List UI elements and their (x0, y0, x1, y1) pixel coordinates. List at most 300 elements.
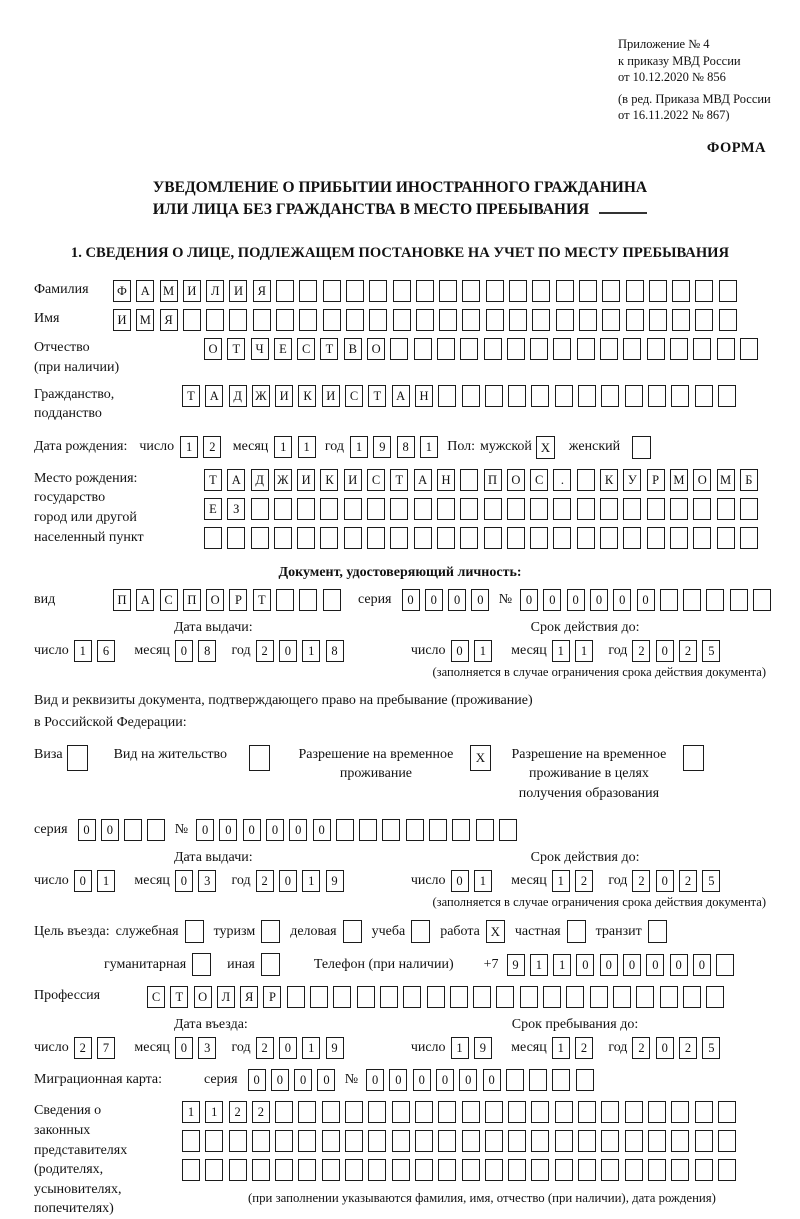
form-cell[interactable] (625, 385, 643, 407)
form-cell[interactable]: 1 (302, 1037, 320, 1059)
form-cell[interactable] (369, 309, 387, 331)
form-cell[interactable]: 0 (590, 589, 608, 611)
form-cell[interactable] (602, 309, 620, 331)
form-cell[interactable]: Т (320, 338, 338, 360)
form-cell[interactable]: В (344, 338, 362, 360)
form-cell[interactable] (555, 385, 573, 407)
form-cell[interactable] (693, 338, 711, 360)
form-cell[interactable] (719, 309, 737, 331)
form-cell[interactable] (499, 819, 517, 841)
form-cell[interactable]: С (345, 385, 363, 407)
form-cell[interactable] (485, 1130, 503, 1152)
form-cell[interactable]: 1 (451, 1037, 469, 1059)
form-cell[interactable]: 0 (656, 1037, 674, 1059)
purpose-other-checkbox[interactable] (261, 953, 280, 976)
form-cell[interactable] (276, 589, 294, 611)
form-cell[interactable]: 1 (552, 1037, 570, 1059)
form-cell[interactable] (415, 1101, 433, 1123)
form-cell[interactable]: С (147, 986, 165, 1008)
form-cell[interactable]: Ж (252, 385, 270, 407)
form-cell[interactable] (484, 338, 502, 360)
form-cell[interactable] (693, 498, 711, 520)
form-cell[interactable] (450, 986, 468, 1008)
form-cell[interactable] (439, 280, 457, 302)
form-cell[interactable] (485, 385, 503, 407)
form-cell[interactable] (566, 986, 584, 1008)
form-cell[interactable] (297, 498, 315, 520)
form-cell[interactable] (579, 309, 597, 331)
form-cell[interactable]: Т (227, 338, 245, 360)
form-cell[interactable]: М (136, 309, 154, 331)
form-cell[interactable] (390, 527, 408, 549)
form-cell[interactable]: 2 (575, 1037, 593, 1059)
form-cell[interactable]: 9 (373, 436, 391, 458)
form-cell[interactable]: П (183, 589, 201, 611)
form-cell[interactable] (227, 527, 245, 549)
form-cell[interactable]: 1 (552, 870, 570, 892)
form-cell[interactable]: 9 (326, 870, 344, 892)
form-cell[interactable] (649, 280, 667, 302)
form-cell[interactable] (414, 498, 432, 520)
form-cell[interactable]: 0 (279, 870, 297, 892)
form-cell[interactable] (532, 309, 550, 331)
form-cell[interactable]: Ф (113, 280, 131, 302)
form-cell[interactable]: С (530, 469, 548, 491)
form-cell[interactable] (683, 986, 701, 1008)
form-cell[interactable]: 0 (451, 870, 469, 892)
form-cell[interactable] (717, 338, 735, 360)
form-cell[interactable] (393, 309, 411, 331)
form-cell[interactable]: 1 (474, 640, 492, 662)
form-cell[interactable] (357, 986, 375, 1008)
form-cell[interactable] (390, 338, 408, 360)
form-cell[interactable] (578, 1101, 596, 1123)
form-cell[interactable]: 0 (413, 1069, 431, 1091)
form-cell[interactable] (647, 527, 665, 549)
form-cell[interactable]: Л (217, 986, 235, 1008)
form-cell[interactable] (204, 527, 222, 549)
purpose-commercial-checkbox[interactable] (343, 920, 362, 943)
form-cell[interactable]: 1 (474, 870, 492, 892)
form-cell[interactable] (553, 338, 571, 360)
form-cell[interactable]: Я (160, 309, 178, 331)
form-cell[interactable] (344, 498, 362, 520)
purpose-humanitarian-checkbox[interactable] (192, 953, 211, 976)
form-cell[interactable] (719, 280, 737, 302)
form-cell[interactable]: С (367, 469, 385, 491)
form-cell[interactable] (310, 986, 328, 1008)
form-cell[interactable] (323, 589, 341, 611)
form-cell[interactable]: И (275, 385, 293, 407)
form-cell[interactable] (367, 527, 385, 549)
form-cell[interactable] (253, 309, 271, 331)
form-cell[interactable]: О (367, 338, 385, 360)
form-cell[interactable] (508, 1130, 526, 1152)
form-cell[interactable] (577, 527, 595, 549)
form-cell[interactable] (460, 527, 478, 549)
form-cell[interactable]: . (553, 469, 571, 491)
form-cell[interactable]: И (183, 280, 201, 302)
form-cell[interactable] (346, 309, 364, 331)
sex-female-checkbox[interactable] (632, 436, 651, 459)
form-cell[interactable]: 0 (78, 819, 96, 841)
form-cell[interactable]: 0 (196, 819, 214, 841)
form-cell[interactable] (344, 527, 362, 549)
form-cell[interactable] (670, 527, 688, 549)
form-cell[interactable]: И (344, 469, 362, 491)
form-cell[interactable]: Р (263, 986, 281, 1008)
form-cell[interactable]: Ч (251, 338, 269, 360)
form-cell[interactable] (299, 589, 317, 611)
form-cell[interactable] (333, 986, 351, 1008)
form-cell[interactable] (576, 1069, 594, 1091)
form-cell[interactable] (648, 1130, 666, 1152)
form-cell[interactable]: Н (415, 385, 433, 407)
form-cell[interactable] (695, 309, 713, 331)
form-cell[interactable]: М (717, 469, 735, 491)
form-cell[interactable] (437, 498, 455, 520)
form-cell[interactable]: 0 (243, 819, 261, 841)
form-cell[interactable] (552, 1069, 570, 1091)
form-cell[interactable]: 0 (366, 1069, 384, 1091)
form-cell[interactable] (695, 385, 713, 407)
form-cell[interactable] (406, 819, 424, 841)
form-cell[interactable] (577, 469, 595, 491)
form-cell[interactable]: 0 (623, 954, 641, 976)
form-cell[interactable] (590, 986, 608, 1008)
form-cell[interactable] (416, 309, 434, 331)
form-cell[interactable]: 2 (256, 1037, 274, 1059)
form-cell[interactable] (485, 1101, 503, 1123)
form-cell[interactable] (403, 986, 421, 1008)
form-cell[interactable] (508, 385, 526, 407)
form-cell[interactable] (507, 527, 525, 549)
form-cell[interactable]: А (136, 280, 154, 302)
form-cell[interactable] (647, 338, 665, 360)
form-cell[interactable]: 0 (637, 589, 655, 611)
form-cell[interactable] (368, 1101, 386, 1123)
form-cell[interactable] (695, 1101, 713, 1123)
form-cell[interactable] (577, 498, 595, 520)
form-cell[interactable] (578, 385, 596, 407)
form-cell[interactable]: Б (740, 469, 758, 491)
form-cell[interactable] (636, 986, 654, 1008)
purpose-private-checkbox[interactable] (567, 920, 586, 943)
form-cell[interactable] (543, 986, 561, 1008)
form-cell[interactable]: 0 (656, 640, 674, 662)
form-cell[interactable] (183, 309, 201, 331)
form-cell[interactable]: 0 (436, 1069, 454, 1091)
form-cell[interactable] (287, 986, 305, 1008)
form-cell[interactable]: 0 (471, 589, 489, 611)
form-cell[interactable] (671, 1101, 689, 1123)
form-cell[interactable] (706, 986, 724, 1008)
form-cell[interactable]: О (507, 469, 525, 491)
form-cell[interactable] (601, 1130, 619, 1152)
form-cell[interactable]: М (160, 280, 178, 302)
form-cell[interactable] (730, 589, 748, 611)
form-cell[interactable]: 0 (425, 589, 443, 611)
form-cell[interactable]: Т (204, 469, 222, 491)
form-cell[interactable] (147, 819, 165, 841)
form-cell[interactable]: 2 (256, 870, 274, 892)
form-cell[interactable] (392, 1101, 410, 1123)
form-cell[interactable] (556, 280, 574, 302)
form-cell[interactable] (476, 819, 494, 841)
form-cell[interactable] (553, 498, 571, 520)
form-cell[interactable] (205, 1130, 223, 1152)
form-cell[interactable]: Е (204, 498, 222, 520)
form-cell[interactable]: Т (253, 589, 271, 611)
form-cell[interactable] (531, 1130, 549, 1152)
form-cell[interactable] (623, 338, 641, 360)
form-cell[interactable]: 1 (97, 870, 115, 892)
form-cell[interactable] (275, 1130, 293, 1152)
form-cell[interactable] (274, 498, 292, 520)
form-cell[interactable]: 2 (679, 640, 697, 662)
form-cell[interactable] (577, 338, 595, 360)
form-cell[interactable] (695, 280, 713, 302)
form-cell[interactable]: 0 (693, 954, 711, 976)
form-cell[interactable]: 2 (252, 1101, 270, 1123)
form-cell[interactable]: 0 (483, 1069, 501, 1091)
form-cell[interactable] (532, 280, 550, 302)
form-cell[interactable] (416, 280, 434, 302)
form-cell[interactable] (717, 498, 735, 520)
option-residence-permit-checkbox[interactable] (249, 745, 270, 771)
form-cell[interactable] (647, 498, 665, 520)
form-cell[interactable] (323, 309, 341, 331)
form-cell[interactable]: 2 (203, 436, 221, 458)
form-cell[interactable]: Е (274, 338, 292, 360)
form-cell[interactable] (578, 1130, 596, 1152)
form-cell[interactable]: 2 (256, 640, 274, 662)
form-cell[interactable] (613, 986, 631, 1008)
form-cell[interactable]: 1 (180, 436, 198, 458)
form-cell[interactable] (320, 498, 338, 520)
form-cell[interactable] (740, 498, 758, 520)
purpose-business-checkbox[interactable] (185, 920, 204, 943)
form-cell[interactable]: 0 (266, 819, 284, 841)
form-cell[interactable]: 5 (702, 640, 720, 662)
form-cell[interactable]: Л (206, 280, 224, 302)
form-cell[interactable]: Р (229, 589, 247, 611)
form-cell[interactable]: 0 (279, 1037, 297, 1059)
form-cell[interactable]: 2 (74, 1037, 92, 1059)
form-cell[interactable] (438, 1130, 456, 1152)
form-cell[interactable] (393, 280, 411, 302)
form-cell[interactable]: 0 (670, 954, 688, 976)
form-cell[interactable] (672, 280, 690, 302)
form-cell[interactable] (182, 1130, 200, 1152)
form-cell[interactable] (670, 338, 688, 360)
purpose-tourism-checkbox[interactable] (261, 920, 280, 943)
form-cell[interactable] (462, 385, 480, 407)
form-cell[interactable] (671, 1130, 689, 1152)
form-cell[interactable]: 0 (389, 1069, 407, 1091)
form-cell[interactable]: 0 (459, 1069, 477, 1091)
form-cell[interactable]: А (136, 589, 154, 611)
form-cell[interactable] (460, 338, 478, 360)
form-cell[interactable]: 0 (567, 589, 585, 611)
form-cell[interactable]: 5 (702, 1037, 720, 1059)
form-cell[interactable]: 1 (182, 1101, 200, 1123)
form-cell[interactable]: 9 (507, 954, 525, 976)
form-cell[interactable]: 1 (420, 436, 438, 458)
form-cell[interactable]: 1 (350, 436, 368, 458)
form-cell[interactable]: 0 (520, 589, 538, 611)
form-cell[interactable] (276, 309, 294, 331)
form-cell[interactable] (298, 1130, 316, 1152)
form-cell[interactable]: И (322, 385, 340, 407)
form-cell[interactable] (506, 1069, 524, 1091)
form-cell[interactable] (438, 1101, 456, 1123)
form-cell[interactable] (670, 498, 688, 520)
form-cell[interactable]: И (229, 280, 247, 302)
form-cell[interactable]: О (693, 469, 711, 491)
form-cell[interactable] (693, 527, 711, 549)
form-cell[interactable] (251, 498, 269, 520)
form-cell[interactable]: Н (437, 469, 455, 491)
form-cell[interactable] (695, 1130, 713, 1152)
form-cell[interactable] (753, 589, 771, 611)
form-cell[interactable]: 3 (198, 1037, 216, 1059)
form-cell[interactable] (600, 498, 618, 520)
form-cell[interactable] (555, 1101, 573, 1123)
form-cell[interactable]: 9 (474, 1037, 492, 1059)
form-cell[interactable]: А (227, 469, 245, 491)
form-cell[interactable]: 1 (205, 1101, 223, 1123)
form-cell[interactable]: У (623, 469, 641, 491)
form-cell[interactable] (716, 954, 734, 976)
form-cell[interactable] (509, 309, 527, 331)
form-cell[interactable]: О (206, 589, 224, 611)
form-cell[interactable] (520, 986, 538, 1008)
form-cell[interactable]: П (484, 469, 502, 491)
form-cell[interactable] (556, 309, 574, 331)
form-cell[interactable] (623, 498, 641, 520)
form-cell[interactable] (484, 498, 502, 520)
form-cell[interactable]: 1 (274, 436, 292, 458)
form-cell[interactable] (601, 385, 619, 407)
form-cell[interactable] (486, 280, 504, 302)
form-cell[interactable]: 2 (575, 870, 593, 892)
form-cell[interactable] (672, 309, 690, 331)
form-cell[interactable] (414, 338, 432, 360)
form-cell[interactable]: З (227, 498, 245, 520)
form-cell[interactable]: 0 (317, 1069, 335, 1091)
form-cell[interactable]: Т (390, 469, 408, 491)
form-cell[interactable]: 0 (74, 870, 92, 892)
form-cell[interactable] (382, 819, 400, 841)
form-cell[interactable] (437, 527, 455, 549)
form-cell[interactable] (462, 1130, 480, 1152)
form-cell[interactable] (529, 1069, 547, 1091)
form-cell[interactable] (323, 280, 341, 302)
form-cell[interactable] (346, 280, 364, 302)
form-cell[interactable] (229, 1130, 247, 1152)
form-cell[interactable]: А (392, 385, 410, 407)
form-cell[interactable]: С (160, 589, 178, 611)
option-temp-residence-education-checkbox[interactable] (683, 745, 704, 771)
form-cell[interactable] (427, 986, 445, 1008)
form-cell[interactable] (530, 498, 548, 520)
form-cell[interactable] (530, 338, 548, 360)
form-cell[interactable] (740, 527, 758, 549)
form-cell[interactable] (297, 527, 315, 549)
form-cell[interactable] (414, 527, 432, 549)
form-cell[interactable]: 0 (175, 870, 193, 892)
form-cell[interactable] (555, 1130, 573, 1152)
form-cell[interactable]: 2 (632, 640, 650, 662)
form-cell[interactable] (531, 385, 549, 407)
form-cell[interactable] (740, 338, 758, 360)
purpose-study-checkbox[interactable] (411, 920, 430, 943)
form-cell[interactable]: И (113, 309, 131, 331)
form-cell[interactable]: 2 (632, 1037, 650, 1059)
form-cell[interactable]: 6 (97, 640, 115, 662)
form-cell[interactable]: 0 (279, 640, 297, 662)
form-cell[interactable] (601, 1101, 619, 1123)
form-cell[interactable] (660, 589, 678, 611)
form-cell[interactable] (367, 498, 385, 520)
form-cell[interactable]: О (204, 338, 222, 360)
form-cell[interactable]: 0 (101, 819, 119, 841)
form-cell[interactable]: 0 (576, 954, 594, 976)
form-cell[interactable] (368, 1130, 386, 1152)
form-cell[interactable]: 0 (248, 1069, 266, 1091)
form-cell[interactable]: 8 (326, 640, 344, 662)
form-cell[interactable]: 1 (553, 954, 571, 976)
form-cell[interactable]: 0 (451, 640, 469, 662)
form-cell[interactable] (486, 309, 504, 331)
form-cell[interactable] (507, 498, 525, 520)
form-cell[interactable] (660, 986, 678, 1008)
form-cell[interactable]: К (320, 469, 338, 491)
form-cell[interactable]: 1 (552, 640, 570, 662)
form-cell[interactable]: 8 (198, 640, 216, 662)
form-cell[interactable]: А (205, 385, 223, 407)
form-cell[interactable]: 0 (175, 1037, 193, 1059)
form-cell[interactable]: М (670, 469, 688, 491)
form-cell[interactable]: Т (368, 385, 386, 407)
form-cell[interactable] (320, 527, 338, 549)
form-cell[interactable] (462, 1101, 480, 1123)
form-cell[interactable]: 0 (448, 589, 466, 611)
form-cell[interactable]: Р (647, 469, 665, 491)
form-cell[interactable]: 0 (219, 819, 237, 841)
form-cell[interactable] (508, 1101, 526, 1123)
form-cell[interactable] (299, 280, 317, 302)
form-cell[interactable]: 0 (294, 1069, 312, 1091)
form-cell[interactable]: 1 (302, 870, 320, 892)
form-cell[interactable]: 0 (646, 954, 664, 976)
form-cell[interactable] (276, 280, 294, 302)
form-cell[interactable] (623, 527, 641, 549)
form-cell[interactable] (390, 498, 408, 520)
form-cell[interactable] (462, 280, 480, 302)
form-cell[interactable] (460, 469, 478, 491)
form-cell[interactable] (718, 385, 736, 407)
form-cell[interactable] (600, 527, 618, 549)
form-cell[interactable] (392, 1130, 410, 1152)
form-cell[interactable] (229, 309, 247, 331)
form-cell[interactable]: К (600, 469, 618, 491)
form-cell[interactable] (460, 498, 478, 520)
form-cell[interactable]: 1 (298, 436, 316, 458)
form-cell[interactable] (299, 309, 317, 331)
form-cell[interactable] (369, 280, 387, 302)
